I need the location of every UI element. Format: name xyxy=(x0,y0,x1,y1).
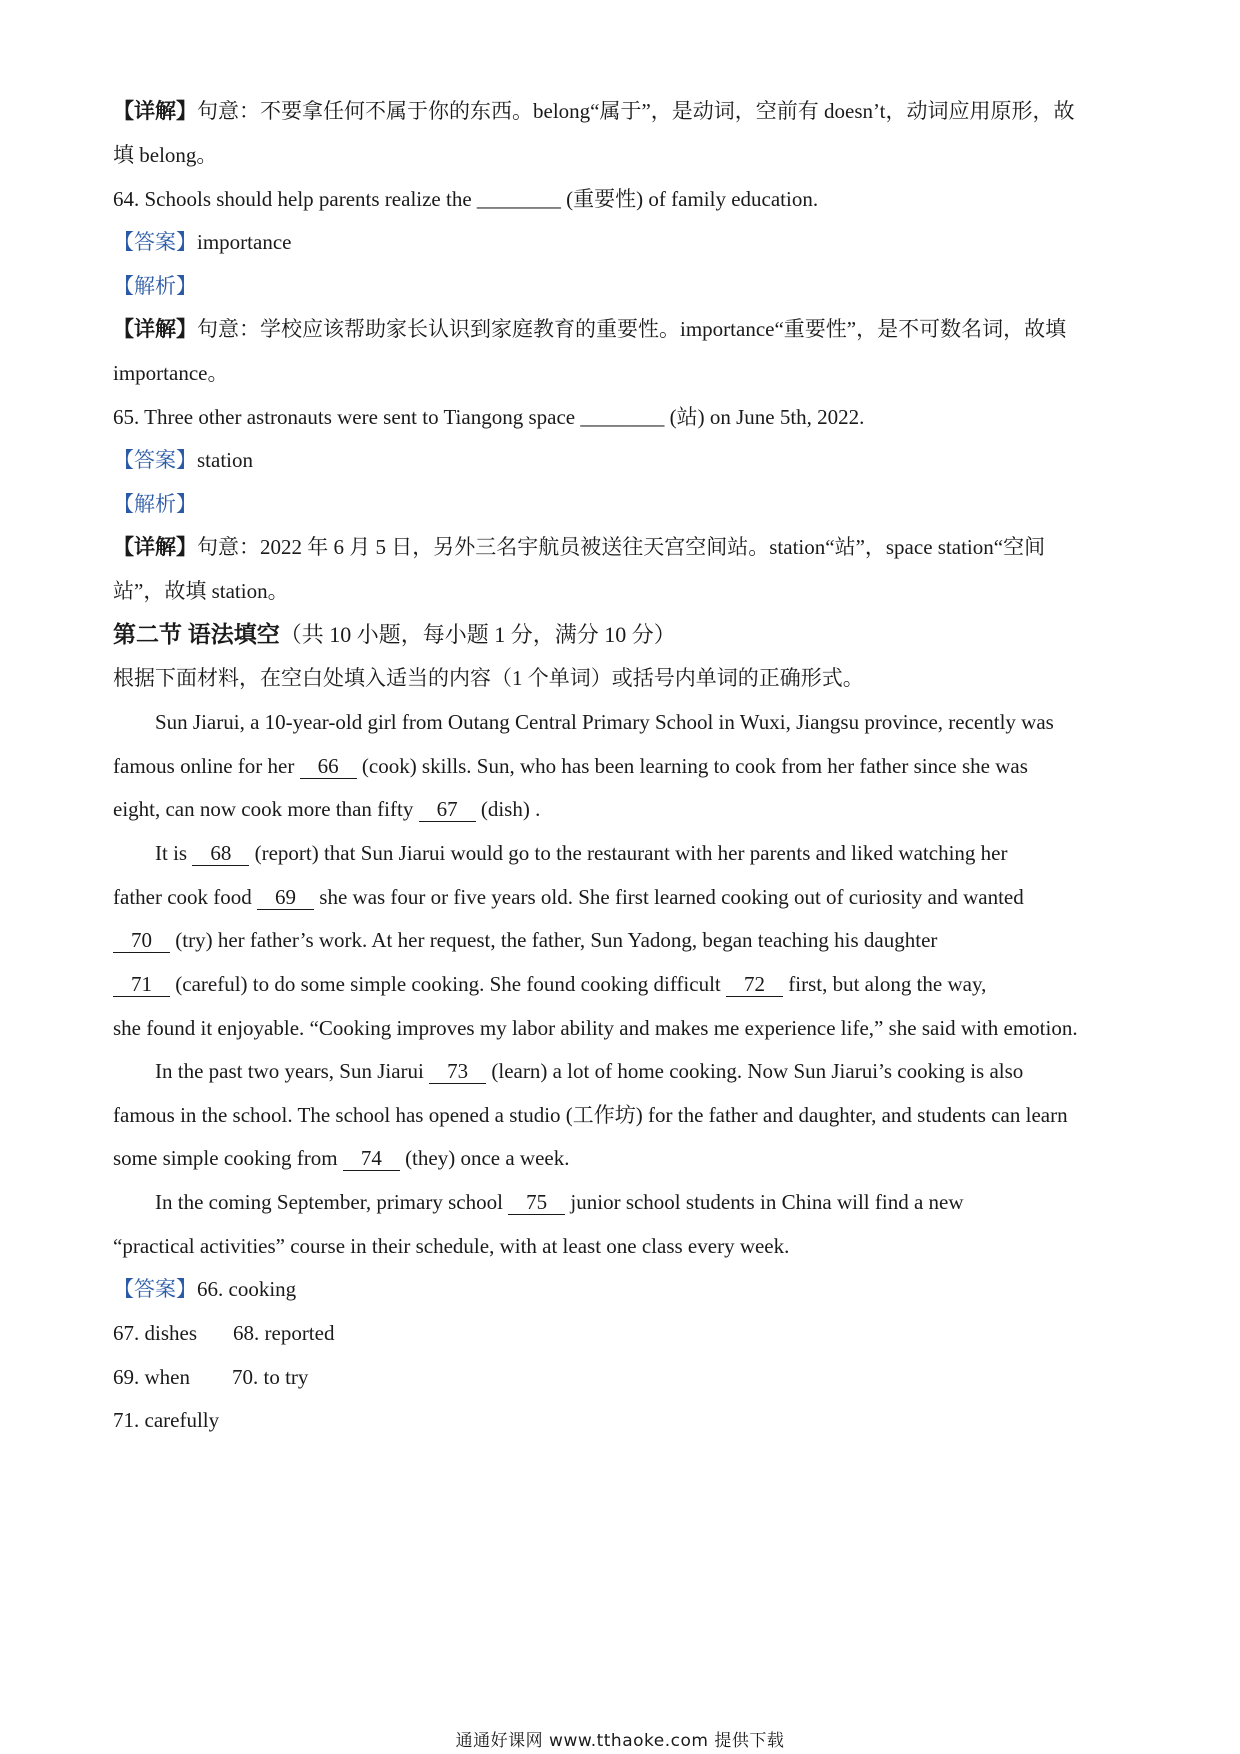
blank-69: 69 xyxy=(257,885,314,910)
q63-detail-line2: 填 belong。 xyxy=(113,143,218,167)
passage-line: In the coming September, primary school 75 junior school students in China will find a new xyxy=(155,1190,964,1214)
detail-tag: 【详解】 xyxy=(113,535,197,559)
answer-tag: 【答案】 xyxy=(113,448,197,472)
passage-line: Sun Jiarui, a 10-year-old girl from Outang Central Primary School in Wuxi, Jiangsu province, recently was xyxy=(155,710,1054,734)
page-footer: 通通好课网 www.tthaoke.com 提供下载 xyxy=(455,1731,785,1751)
q63-detail-line1: 【详解】句意：不要拿任何不属于你的东西。belong“属于”，是动词，空前有 doesn’t，动词应用原形，故 xyxy=(113,99,1075,123)
analysis-tag: 【解析】 xyxy=(113,492,197,516)
q64-answer: 【答案】importance xyxy=(113,230,292,254)
q64-detail-line2: importance。 xyxy=(113,361,229,385)
passage-line: 71 (careful) to do some simple cooking. She found cooking difficult 72 first, but along the way, xyxy=(113,969,986,999)
q64-detail-line1: 【详解】句意：学校应该帮助家长认识到家庭教育的重要性。importance“重要性”，是不可数名词，故填 xyxy=(113,317,1067,341)
answer-tag: 【答案】 xyxy=(113,230,197,254)
blank-73: 73 xyxy=(429,1059,486,1084)
blank-67: 67 xyxy=(419,797,476,822)
answers-line: 【答案】66. cooking xyxy=(113,1277,297,1301)
answers-line: 69. when 70. to try xyxy=(113,1365,309,1389)
passage-line: 70 (try) her father’s work. At her request, the father, Sun Yadong, began teaching his daughter xyxy=(113,925,937,955)
passage-line: eight, can now cook more than fifty 67 (dish) . xyxy=(113,797,541,821)
passage-line: In the past two years, Sun Jiarui 73 (learn) a lot of home cooking. Now Sun Jiarui’s cooking is also xyxy=(155,1059,1024,1083)
passage-line: father cook food 69 she was four or five years old. She first learned cooking out of curiosity and wanted xyxy=(113,885,1024,909)
section-note: （共 10 小题，每小题 1 分，满分 10 分） xyxy=(279,622,676,647)
blank-68: 68 xyxy=(192,841,249,866)
section-instruction: 根据下面材料，在空白处填入适当的内容（1 个单词）或括号内单词的正确形式。 xyxy=(113,666,864,690)
passage-line: It is 68 (report) that Sun Jiarui would go to the restaurant with her parents and liked watching her xyxy=(155,841,1008,865)
q65-detail-line1: 【详解】句意：2022 年 6 月 5 日，另外三名宇航员被送往天宫空间站。station“站”，space station“空间 xyxy=(113,535,1046,559)
passage-line: famous in the school. The school has opened a studio (工作坊) for the father and daughter, and students can learn xyxy=(113,1103,1068,1127)
passage-line: “practical activities” course in their schedule, with at least one class every week. xyxy=(113,1234,790,1258)
passage-line: some simple cooking from 74 (they) once a week. xyxy=(113,1146,570,1170)
blank-71: 71 xyxy=(113,972,170,997)
passage-line: she found it enjoyable. “Cooking improves my labor ability and makes me experience life,” she said with emotion. xyxy=(113,1016,1078,1040)
question-64: 64. Schools should help parents realize the ________ (重要性) of family education. xyxy=(113,187,819,211)
detail-tag: 【详解】 xyxy=(113,317,197,341)
q64-analysis xyxy=(113,271,197,301)
section-title: 第二节 语法填空 xyxy=(113,622,280,647)
passage-line: famous online for her 66 (cook) skills. Sun, who has been learning to cook from her father since she was xyxy=(113,754,1028,778)
detail-tag: 【详解】 xyxy=(113,99,197,123)
q65-answer: 【答案】station xyxy=(113,448,253,472)
blank-74: 74 xyxy=(343,1146,400,1171)
answers-line: 67. dishes 68. reported xyxy=(113,1321,335,1345)
q65-analysis xyxy=(113,489,197,519)
answers-line: 71. carefully xyxy=(113,1408,220,1432)
q65-detail-line2: 站”，故填 station。 xyxy=(113,579,289,603)
blank-70: 70 xyxy=(113,928,170,953)
question-65: 65. Three other astronauts were sent to Tiangong space ________ (站) on June 5th, 2022. xyxy=(113,405,865,429)
answer-tag: 【答案】 xyxy=(113,1277,197,1301)
analysis-tag: 【解析】 xyxy=(113,274,197,298)
blank-66: 66 xyxy=(300,754,357,779)
blank-72: 72 xyxy=(726,972,783,997)
section-heading xyxy=(113,620,676,650)
blank-75: 75 xyxy=(508,1190,565,1215)
